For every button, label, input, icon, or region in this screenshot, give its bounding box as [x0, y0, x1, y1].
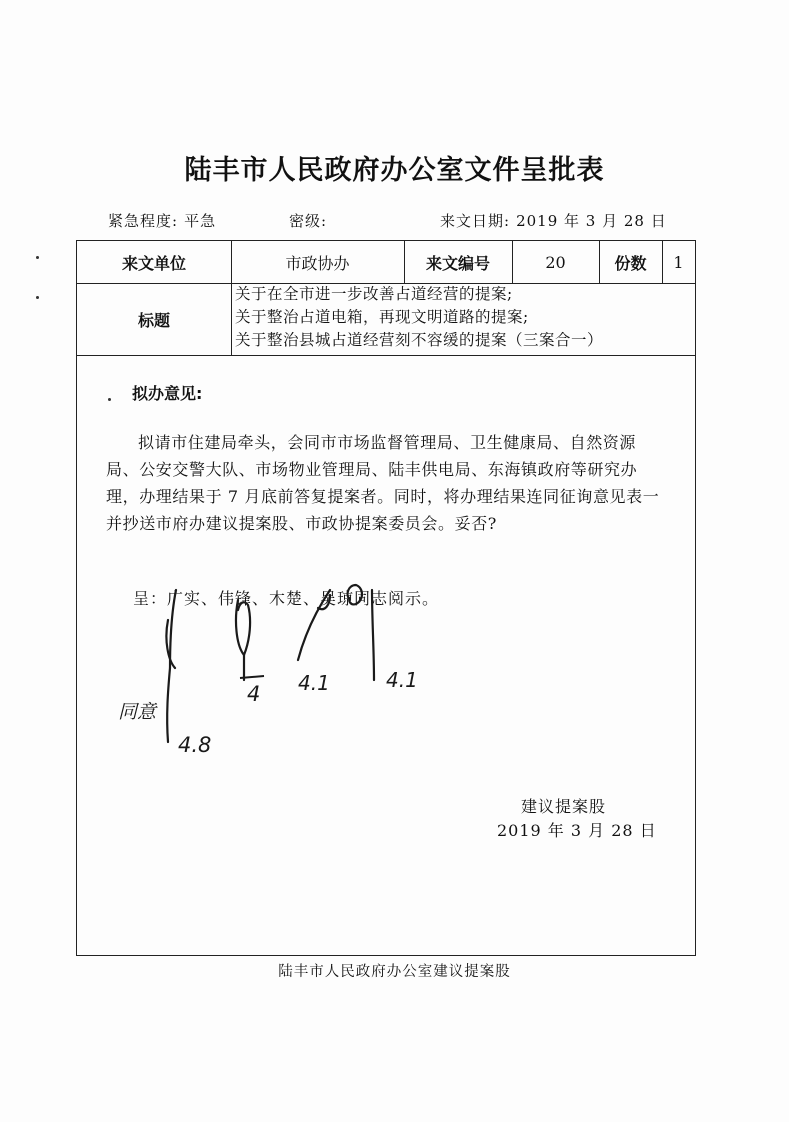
signature-stroke — [348, 585, 362, 604]
opinion-body: 拟请市住建局牵头，会同市市场监督管理局、卫生健康局、自然资源局、公安交警大队、市场物业管理局、陆丰供电局、东海镇政府等研究办理，办理结果于 7 月底前答复提案者。同时，将办理结果连同征询意见表一并抄送市府办建议提案股、市政协提案委员会。妥否? — [106, 433, 660, 533]
signatory-date: 2019 年 3 月 28 日 — [497, 821, 657, 840]
received-date-label: 来文日期: — [440, 212, 511, 230]
opinion-heading: 拟办意见: — [132, 384, 203, 403]
doc-number-label: 来文编号 — [425, 253, 490, 273]
subject-line: 关于整治占道电箱，再现文明道路的提案; — [235, 308, 529, 326]
signature-stroke — [236, 600, 250, 655]
received-date-value: 2019 年 3 月 28 日 — [516, 212, 667, 230]
scan-speck — [36, 296, 39, 299]
footer-office: 陆丰市人民政府办公室建议提案股 — [278, 964, 511, 980]
scan-speck — [36, 256, 39, 259]
urgency-value: 平急 — [184, 212, 217, 230]
secrecy-label: 密级: — [289, 212, 328, 230]
handwritten-approval: 同意 — [118, 701, 157, 723]
signature-stroke — [170, 590, 176, 668]
sender-value: 市政协办 — [285, 253, 350, 273]
present-to-line: 呈：广实、伟锋、木楚、吴琼同志阅示。 — [133, 589, 440, 608]
subject-line: 关于在全市进一步改善占道经营的提案; — [235, 285, 513, 303]
doc-number-value: 20 — [545, 252, 566, 272]
signature-stroke — [298, 590, 330, 660]
scan-speck — [108, 398, 111, 401]
handwritten-date: 4 — [247, 682, 261, 706]
subject-label: 标题 — [137, 310, 170, 330]
urgency-label: 紧急程度: — [108, 212, 179, 230]
page-title: 陆丰市人民政府办公室文件呈批表 — [184, 155, 605, 186]
subject-line: 关于整治县城占道经营刻不容缓的提案（三案合一） — [235, 331, 604, 349]
copies-label: 份数 — [614, 253, 647, 273]
handwritten-date: 4.8 — [178, 733, 212, 757]
handwritten-date: 4.1 — [386, 668, 418, 692]
signature-stroke — [167, 668, 170, 742]
signature-stroke — [372, 590, 374, 680]
copies-value: 1 — [673, 252, 684, 272]
handwritten-date: 4.1 — [298, 671, 330, 695]
sender-label: 来文单位 — [121, 253, 186, 273]
signatory-dept: 建议提案股 — [521, 797, 607, 816]
